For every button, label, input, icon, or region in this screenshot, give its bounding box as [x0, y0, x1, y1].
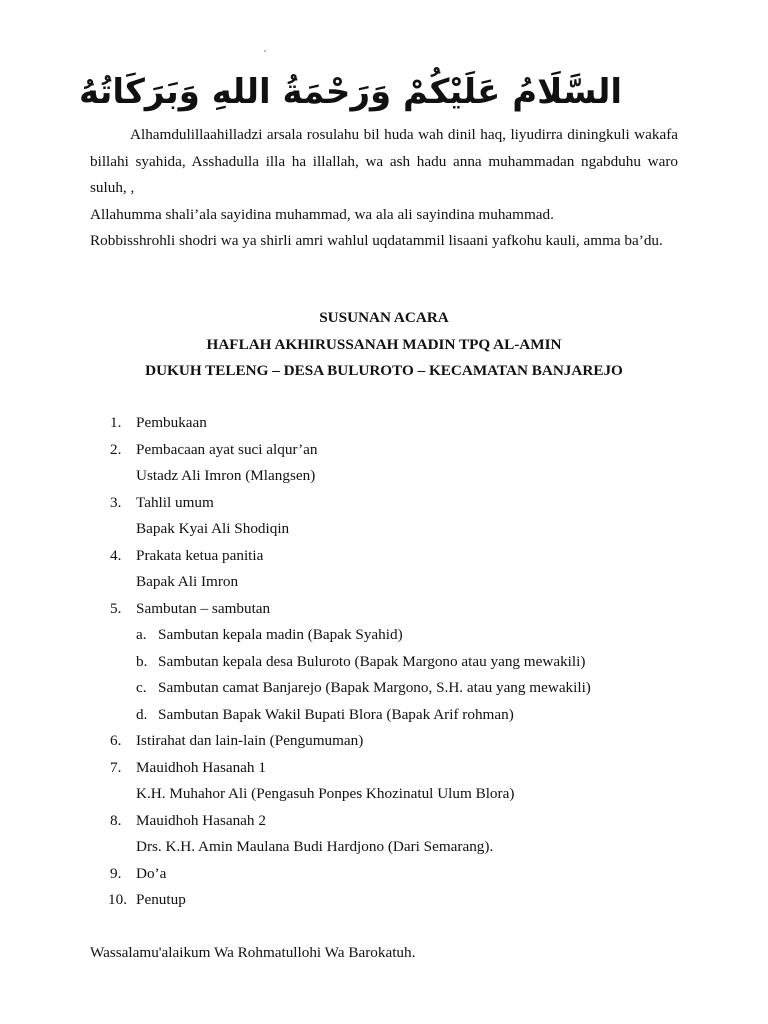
agenda-number: 7. — [110, 758, 122, 776]
agenda-detail-row — [90, 569, 690, 596]
agenda-detail-row — [90, 834, 690, 861]
agenda-subitem — [90, 649, 690, 676]
agenda-item — [90, 543, 690, 570]
agenda-item — [90, 728, 690, 755]
agenda-detail: Bapak Kyai Ali Shodiqin — [136, 520, 290, 537]
opening-paragraph-doa: Robbisshrohli shodri wa ya shirli amri wahlul uqdatammil lisaani yafkohu kauli, amma ba’du. — [90, 232, 663, 249]
agenda-number: 5. — [110, 599, 122, 617]
agenda-number: 1. — [110, 414, 122, 431]
subitem-text: Sambutan kepala desa Buluroto (Bapak Margono atau yang mewakili) — [158, 652, 586, 670]
agenda-item — [90, 490, 690, 517]
agenda-detail-row — [90, 463, 690, 490]
agenda-number: 10. — [108, 891, 127, 908]
title-line-1: SUSUNAN ACARA — [319, 309, 449, 326]
subitem-letter: c. — [136, 679, 147, 696]
agenda-detail-row — [90, 781, 690, 808]
title-line-3: DUKUH TELENG – DESA BULUROTO – KECAMATAN BANJAREJO — [145, 362, 623, 379]
agenda-number: 8. — [110, 811, 122, 829]
agenda-detail: Drs. K.H. Amin Maulana Budi Hardjono (Dari Semarang). — [136, 838, 494, 855]
opening-paragraph-hamdalah: Alhamdulillaahilladzi arsala rosulahu bil huda wah dinil haq, liyudirra diningkuli wakafa billahi syahida, Asshadulla illa ha illallah, wa ash hadu anna muhammadan ngabduhu waro suluh, , — [90, 126, 678, 196]
agenda-detail-row — [90, 516, 690, 543]
subitem-letter: a. — [136, 626, 147, 643]
agenda-detail: K.H. Muhahor Ali (Pengasuh Ponpes Khozinatul Ulum Blora) — [136, 785, 515, 802]
agenda-number: 4. — [110, 546, 122, 564]
agenda-text: Prakata ketua panitia — [136, 546, 264, 564]
agenda-text: Penutup — [136, 891, 186, 908]
agenda-item — [90, 596, 690, 623]
agenda-subitem — [90, 675, 690, 702]
agenda-text: Sambutan – sambutan — [136, 599, 271, 617]
agenda-text: Do’a — [136, 864, 167, 882]
event-title-block — [90, 305, 678, 385]
agenda-subitem — [90, 622, 690, 649]
agenda-detail: Ustadz Ali Imron (Mlangsen) — [136, 467, 316, 484]
agenda-item — [90, 755, 690, 782]
scan-speck — [264, 50, 266, 52]
agenda-item — [90, 808, 690, 835]
agenda-text: Pembacaan ayat suci alqur’an — [136, 440, 318, 458]
title-line-2: HAFLAH AKHIRUSSANAH MADIN TPQ AL-AMIN — [206, 335, 562, 353]
subitem-letter: b. — [136, 652, 148, 670]
agenda-item — [90, 410, 690, 437]
agenda-number: 9. — [110, 864, 122, 882]
agenda-item — [90, 861, 690, 888]
agenda-number: 2. — [110, 440, 122, 458]
salam-calligraphy: السَّلَامُ عَلَيْكُمْ وَرَحْمَةُ اللهِ وَبَرَكَاتُهُ — [78, 72, 622, 112]
subitem-text: Sambutan camat Banjarejo (Bapak Margono, S.H. atau yang mewakili) — [158, 679, 591, 696]
agenda-number: 6. — [110, 732, 122, 749]
agenda-text: Mauidhoh Hasanah 1 — [136, 758, 266, 776]
agenda-text: Mauidhoh Hasanah 2 — [136, 811, 266, 829]
agenda-subitem — [90, 702, 690, 729]
agenda-detail: Bapak Ali Imron — [136, 573, 239, 590]
agenda-text: Pembukaan — [136, 414, 207, 431]
agenda-item — [90, 887, 690, 914]
closing-salam: Wassalamu'alaikum Wa Rohmatullohi Wa Barokatuh. — [90, 944, 416, 961]
subitem-letter: d. — [136, 705, 148, 723]
agenda-text: Tahlil umum — [136, 493, 214, 511]
agenda-list — [90, 410, 690, 914]
agenda-number: 3. — [110, 493, 122, 511]
agenda-item — [90, 437, 690, 464]
agenda-text: Istirahat dan lain-lain (Pengumuman) — [136, 732, 364, 749]
subitem-text: Sambutan Bapak Wakil Bupati Blora (Bapak Arif rohman) — [158, 705, 514, 723]
subitem-text: Sambutan kepala madin (Bapak Syahid) — [158, 626, 403, 643]
opening-paragraph-shalawat: Allahumma shali’ala sayidina muhammad, wa ala ali sayindina muhammad. — [90, 205, 554, 223]
opening-section — [90, 122, 678, 255]
